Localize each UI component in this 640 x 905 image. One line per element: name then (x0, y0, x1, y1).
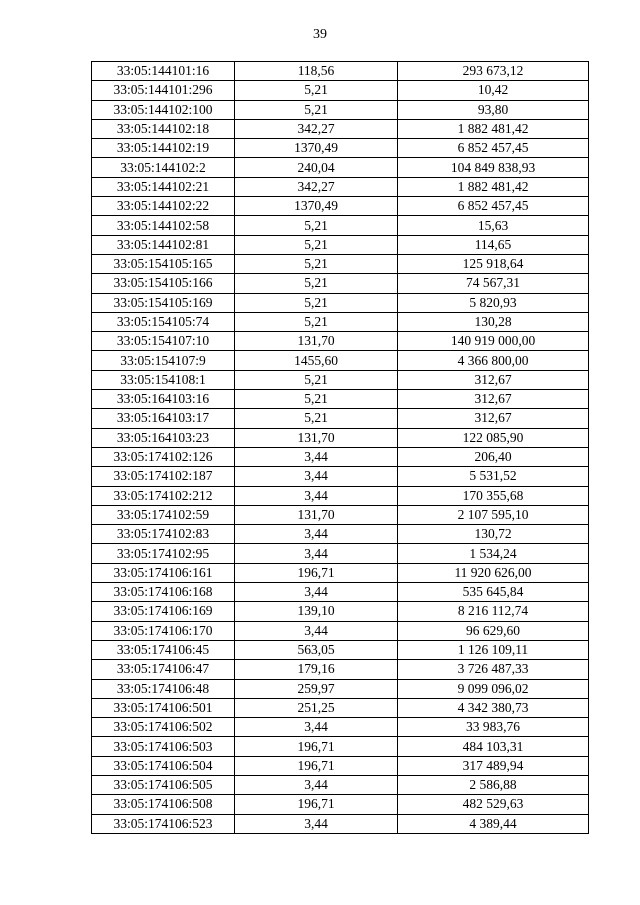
table-row (92, 621, 589, 640)
cadastral-number-cell: 33:05:144102:21 (92, 177, 235, 196)
table-body (92, 62, 589, 834)
table-row (92, 698, 589, 717)
value-cell: 5 531,52 (398, 467, 589, 486)
rate-cell: 5,21 (235, 312, 398, 331)
value-cell: 1 882 481,42 (398, 177, 589, 196)
cadastral-number-cell: 33:05:174106:47 (92, 660, 235, 679)
cadastral-number-cell: 33:05:174106:508 (92, 795, 235, 814)
cadastral-number-cell: 33:05:174106:505 (92, 775, 235, 794)
value-cell: 482 529,63 (398, 795, 589, 814)
cadastral-number-cell: 33:05:164103:16 (92, 390, 235, 409)
table-row (92, 293, 589, 312)
rate-cell: 5,21 (235, 293, 398, 312)
rate-cell: 3,44 (235, 814, 398, 833)
value-cell: 4 389,44 (398, 814, 589, 833)
rate-cell: 1455,60 (235, 351, 398, 370)
cadastral-number-cell: 33:05:174106:170 (92, 621, 235, 640)
rate-cell: 5,21 (235, 235, 398, 254)
table-row (92, 775, 589, 794)
cadastral-number-cell: 33:05:154107:9 (92, 351, 235, 370)
value-cell: 93,80 (398, 100, 589, 119)
table-row (92, 177, 589, 196)
cadastral-number-cell: 33:05:144102:2 (92, 158, 235, 177)
value-cell: 317 489,94 (398, 756, 589, 775)
table-row (92, 447, 589, 466)
cadastral-number-cell: 33:05:174106:169 (92, 602, 235, 621)
value-cell: 206,40 (398, 447, 589, 466)
rate-cell: 5,21 (235, 390, 398, 409)
cadastral-number-cell: 33:05:154105:166 (92, 274, 235, 293)
cadastral-number-cell: 33:05:144102:100 (92, 100, 235, 119)
rate-cell: 342,27 (235, 119, 398, 138)
cadastral-number-cell: 33:05:174106:504 (92, 756, 235, 775)
rate-cell: 259,97 (235, 679, 398, 698)
table-row (92, 525, 589, 544)
table-row (92, 197, 589, 216)
value-cell: 312,67 (398, 409, 589, 428)
table-row (92, 216, 589, 235)
table-row (92, 563, 589, 582)
cadastral-number-cell: 33:05:174106:161 (92, 563, 235, 582)
cadastral-number-cell: 33:05:174106:523 (92, 814, 235, 833)
value-cell: 15,63 (398, 216, 589, 235)
table-row (92, 409, 589, 428)
rate-cell: 240,04 (235, 158, 398, 177)
cadastral-number-cell: 33:05:154108:1 (92, 370, 235, 389)
table-row (92, 602, 589, 621)
rate-cell: 3,44 (235, 775, 398, 794)
table-row (92, 505, 589, 524)
table-row (92, 544, 589, 563)
rate-cell: 1370,49 (235, 139, 398, 158)
cadastral-number-cell: 33:05:174102:83 (92, 525, 235, 544)
cadastral-number-cell: 33:05:174106:45 (92, 640, 235, 659)
value-cell: 10,42 (398, 81, 589, 100)
value-cell: 1 534,24 (398, 544, 589, 563)
value-cell: 484 103,31 (398, 737, 589, 756)
table-row (92, 254, 589, 273)
cadastral-number-cell: 33:05:174106:502 (92, 718, 235, 737)
rate-cell: 342,27 (235, 177, 398, 196)
rate-cell: 251,25 (235, 698, 398, 717)
rate-cell: 5,21 (235, 370, 398, 389)
cadastral-number-cell: 33:05:154105:169 (92, 293, 235, 312)
table-row (92, 679, 589, 698)
rate-cell: 196,71 (235, 563, 398, 582)
cadastral-number-cell: 33:05:174106:168 (92, 583, 235, 602)
cadastral-number-cell: 33:05:164103:23 (92, 428, 235, 447)
cadastral-number-cell: 33:05:154107:10 (92, 332, 235, 351)
cadastral-number-cell: 33:05:174102:95 (92, 544, 235, 563)
table-row (92, 467, 589, 486)
rate-cell: 3,44 (235, 583, 398, 602)
rate-cell: 5,21 (235, 409, 398, 428)
value-cell: 122 085,90 (398, 428, 589, 447)
table-row (92, 332, 589, 351)
table-row (92, 583, 589, 602)
rate-cell: 3,44 (235, 525, 398, 544)
rate-cell: 5,21 (235, 81, 398, 100)
value-cell: 33 983,76 (398, 718, 589, 737)
value-cell: 535 645,84 (398, 583, 589, 602)
table-row (92, 139, 589, 158)
cadastral-number-cell: 33:05:174106:48 (92, 679, 235, 698)
value-cell: 130,28 (398, 312, 589, 331)
cadastral-number-cell: 33:05:174102:187 (92, 467, 235, 486)
table-row (92, 235, 589, 254)
rate-cell: 5,21 (235, 254, 398, 273)
cadastral-number-cell: 33:05:154105:74 (92, 312, 235, 331)
rate-cell: 118,56 (235, 62, 398, 81)
cadastral-number-cell: 33:05:144101:296 (92, 81, 235, 100)
table-row (92, 370, 589, 389)
table-row (92, 795, 589, 814)
table-row (92, 390, 589, 409)
cadastral-value-table (91, 61, 589, 834)
value-cell: 170 355,68 (398, 486, 589, 505)
cadastral-number-cell: 33:05:174102:59 (92, 505, 235, 524)
rate-cell: 563,05 (235, 640, 398, 659)
table-row (92, 428, 589, 447)
value-cell: 130,72 (398, 525, 589, 544)
rate-cell: 179,16 (235, 660, 398, 679)
rate-cell: 196,71 (235, 737, 398, 756)
cadastral-number-cell: 33:05:174102:212 (92, 486, 235, 505)
table-row (92, 100, 589, 119)
table-row (92, 640, 589, 659)
rate-cell: 196,71 (235, 795, 398, 814)
value-cell: 125 918,64 (398, 254, 589, 273)
table-row (92, 62, 589, 81)
cadastral-number-cell: 33:05:144102:18 (92, 119, 235, 138)
table-row (92, 119, 589, 138)
value-cell: 6 852 457,45 (398, 197, 589, 216)
rate-cell: 1370,49 (235, 197, 398, 216)
value-cell: 4 342 380,73 (398, 698, 589, 717)
cadastral-number-cell: 33:05:144101:16 (92, 62, 235, 81)
table-row (92, 158, 589, 177)
rate-cell: 5,21 (235, 216, 398, 235)
value-cell: 293 673,12 (398, 62, 589, 81)
rate-cell: 3,44 (235, 544, 398, 563)
value-cell: 104 849 838,93 (398, 158, 589, 177)
value-cell: 2 586,88 (398, 775, 589, 794)
value-cell: 96 629,60 (398, 621, 589, 640)
value-cell: 312,67 (398, 390, 589, 409)
rate-cell: 131,70 (235, 428, 398, 447)
cadastral-number-cell: 33:05:154105:165 (92, 254, 235, 273)
rate-cell: 3,44 (235, 718, 398, 737)
value-cell: 8 216 112,74 (398, 602, 589, 621)
value-cell: 140 919 000,00 (398, 332, 589, 351)
cadastral-number-cell: 33:05:144102:19 (92, 139, 235, 158)
value-cell: 312,67 (398, 370, 589, 389)
value-cell: 5 820,93 (398, 293, 589, 312)
cadastral-number-cell: 33:05:174106:503 (92, 737, 235, 756)
value-cell: 1 882 481,42 (398, 119, 589, 138)
value-cell: 1 126 109,11 (398, 640, 589, 659)
table-row (92, 660, 589, 679)
table-row (92, 81, 589, 100)
table-row (92, 756, 589, 775)
value-cell: 4 366 800,00 (398, 351, 589, 370)
value-cell: 114,65 (398, 235, 589, 254)
table-row (92, 737, 589, 756)
rate-cell: 196,71 (235, 756, 398, 775)
rate-cell: 3,44 (235, 621, 398, 640)
cadastral-number-cell: 33:05:174102:126 (92, 447, 235, 466)
cadastral-number-cell: 33:05:164103:17 (92, 409, 235, 428)
table-row (92, 486, 589, 505)
table-row (92, 814, 589, 833)
value-cell: 11 920 626,00 (398, 563, 589, 582)
rate-cell: 131,70 (235, 332, 398, 351)
cadastral-number-cell: 33:05:144102:58 (92, 216, 235, 235)
rate-cell: 3,44 (235, 447, 398, 466)
value-cell: 9 099 096,02 (398, 679, 589, 698)
value-cell: 6 852 457,45 (398, 139, 589, 158)
rate-cell: 131,70 (235, 505, 398, 524)
rate-cell: 5,21 (235, 100, 398, 119)
table-row (92, 351, 589, 370)
rate-cell: 3,44 (235, 467, 398, 486)
value-cell: 3 726 487,33 (398, 660, 589, 679)
value-cell: 74 567,31 (398, 274, 589, 293)
value-cell: 2 107 595,10 (398, 505, 589, 524)
cadastral-number-cell: 33:05:174106:501 (92, 698, 235, 717)
table-row (92, 312, 589, 331)
rate-cell: 5,21 (235, 274, 398, 293)
rate-cell: 3,44 (235, 486, 398, 505)
cadastral-number-cell: 33:05:144102:81 (92, 235, 235, 254)
table-row (92, 274, 589, 293)
table-row (92, 718, 589, 737)
rate-cell: 139,10 (235, 602, 398, 621)
page-number: 39 (313, 27, 327, 42)
cadastral-number-cell: 33:05:144102:22 (92, 197, 235, 216)
